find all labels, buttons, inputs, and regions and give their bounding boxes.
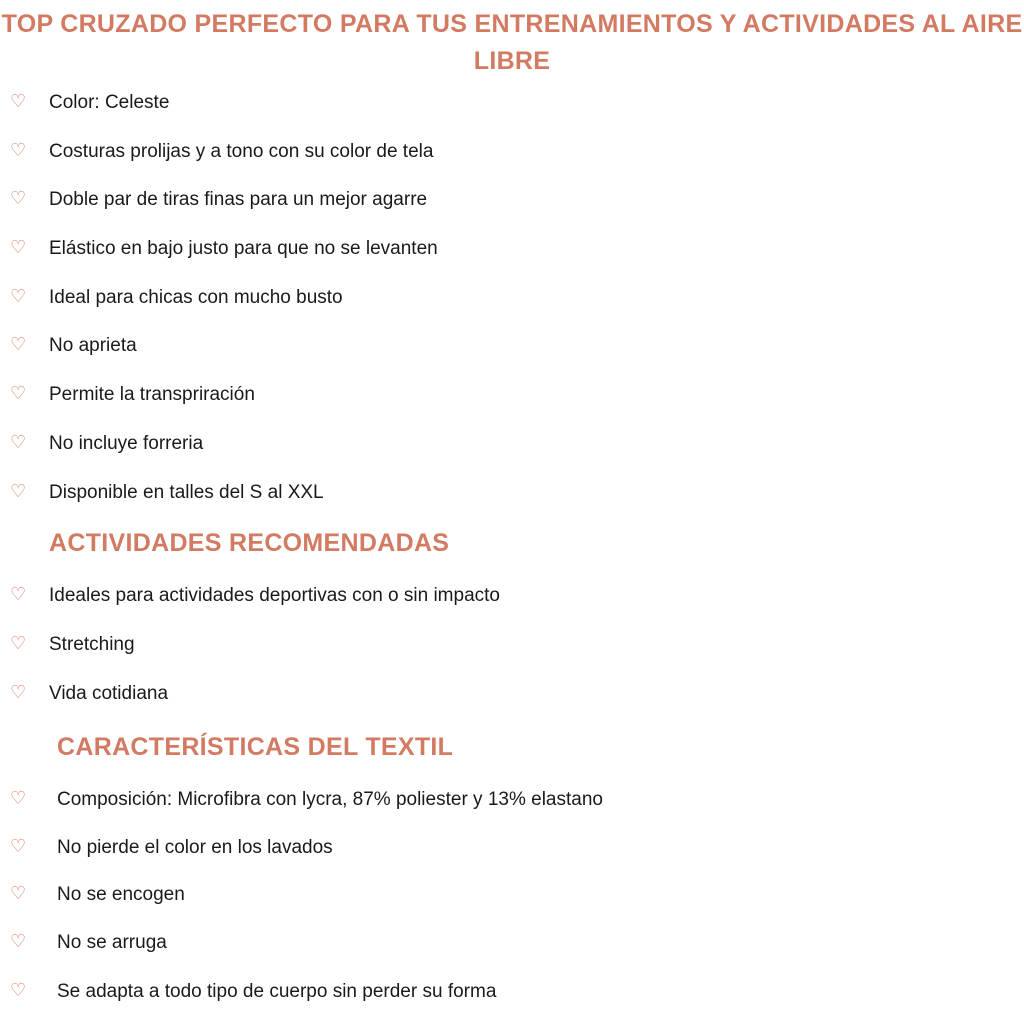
- list-item-text: Ideal para chicas con mucho busto: [49, 287, 343, 308]
- list-item: [0, 237, 1024, 265]
- heart-outline-icon: ♡: [10, 140, 27, 161]
- list-item: [0, 334, 1024, 362]
- list-item: [0, 788, 1024, 816]
- heart-outline-icon: ♡: [10, 682, 27, 703]
- list-item: [0, 931, 1024, 959]
- list-item-text: Composición: Microfibra con lycra, 87% poliester y 13% elastano: [57, 789, 603, 810]
- page-title: TOP CRUZADO PERFECTO PARA TUS ENTRENAMIENTOS Y ACTIVIDADES AL AIRE LIBRE: [1, 10, 1023, 75]
- heart-outline-icon: ♡: [10, 286, 27, 307]
- heart-outline-icon: ♡: [10, 836, 27, 857]
- list-item: [0, 980, 1024, 1008]
- list-item-text: Vida cotidiana: [49, 683, 169, 704]
- list-item: [0, 91, 1024, 119]
- list-item-text: No incluye forreria: [49, 433, 204, 454]
- heart-outline-icon: ♡: [10, 980, 27, 1001]
- list-item: [0, 481, 1024, 509]
- heart-outline-icon: ♡: [10, 788, 27, 809]
- list-item-text: No se encogen: [57, 884, 185, 905]
- list-item: [0, 836, 1024, 864]
- list-item-text: Disponible en talles del S al XXL: [49, 482, 324, 503]
- list-item-text: Doble par de tiras finas para un mejor agarre: [49, 189, 428, 210]
- list-item: [0, 682, 1024, 710]
- list-item: [0, 584, 1024, 612]
- list-item-text: Color: Celeste: [49, 92, 170, 113]
- heart-outline-icon: ♡: [10, 633, 27, 654]
- list-item-text: Ideales para actividades deportivas con o sin impacto: [49, 585, 500, 606]
- list-item-text: Elástico en bajo justo para que no se levanten: [49, 238, 438, 259]
- list-item-text: Permite la transpriración: [49, 384, 255, 405]
- heart-outline-icon: ♡: [10, 188, 27, 209]
- heart-outline-icon: ♡: [10, 383, 27, 404]
- list-item-text: Costuras prolijas y a tono con su color de tela: [49, 141, 434, 162]
- list-item: [0, 286, 1024, 314]
- heart-outline-icon: ♡: [10, 481, 27, 502]
- list-item-text: No aprieta: [49, 335, 137, 356]
- heart-outline-icon: ♡: [10, 883, 27, 904]
- list-item-text: Stretching: [49, 634, 135, 655]
- list-item-text: No pierde el color en los lavados: [57, 837, 333, 858]
- section-heading-textile: CARACTERÍSTICAS DEL TEXTIL: [57, 733, 454, 761]
- list-item: [0, 188, 1024, 216]
- section-heading-activities: ACTIVIDADES RECOMENDADAS: [49, 529, 450, 557]
- heart-outline-icon: ♡: [10, 91, 27, 112]
- list-item-text: Se adapta a todo tipo de cuerpo sin perder su forma: [57, 981, 497, 1002]
- list-item: [0, 633, 1024, 661]
- heart-outline-icon: ♡: [10, 334, 27, 355]
- list-item: [0, 883, 1024, 911]
- list-item: [0, 140, 1024, 168]
- list-item: [0, 432, 1024, 460]
- list-item: [0, 383, 1024, 411]
- list-item-text: No se arruga: [57, 932, 167, 953]
- heart-outline-icon: ♡: [10, 584, 27, 605]
- heart-outline-icon: ♡: [10, 931, 27, 952]
- heart-outline-icon: ♡: [10, 432, 27, 453]
- heart-outline-icon: ♡: [10, 237, 27, 258]
